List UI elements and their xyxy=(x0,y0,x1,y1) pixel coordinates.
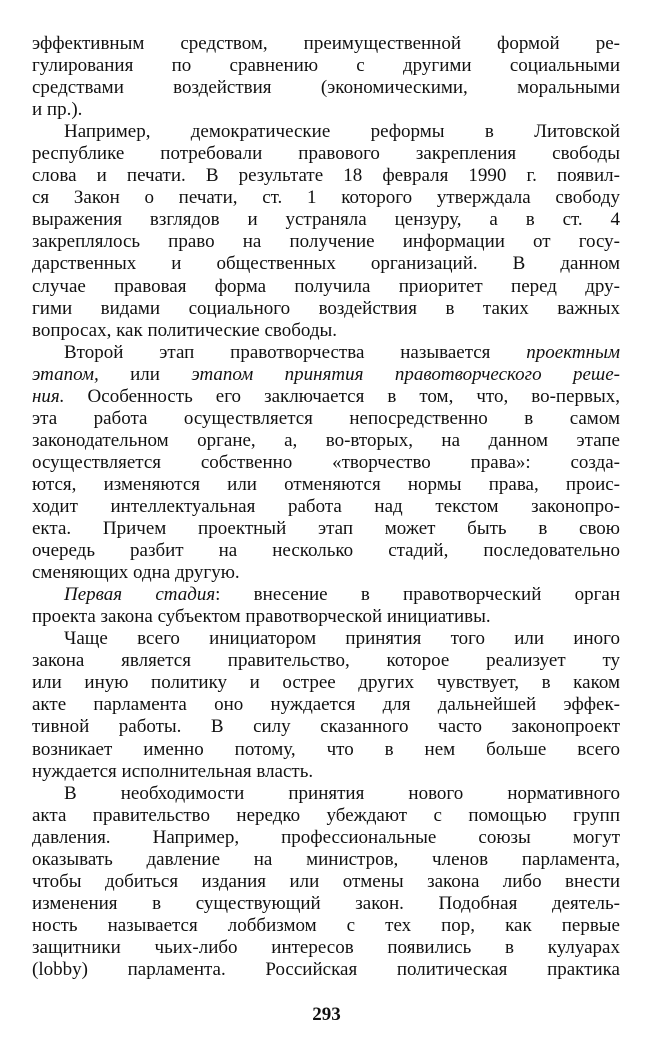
text-line xyxy=(32,276,620,298)
text-line xyxy=(32,452,620,474)
text-run: Особенность его заключается в том, что, во-первых, xyxy=(64,385,620,407)
text-line xyxy=(32,253,620,275)
text-run: закона является правительство, которое реализует ту xyxy=(32,650,620,672)
text-run: выражения взглядов и устраняла цензуру, а в ст. 4 xyxy=(32,209,620,231)
text-line xyxy=(32,761,620,783)
text-run: нуждается исполнительная власть. xyxy=(32,760,314,782)
text-run: Второй этап правотворчества называется xyxy=(64,341,527,363)
text-run: республике потребовали правового закрепления свободы xyxy=(32,143,620,165)
text-line xyxy=(32,143,620,165)
italic-term: Первая стадия xyxy=(64,584,216,606)
text-line xyxy=(32,628,620,650)
text-line xyxy=(32,496,620,518)
text-run: средствами воздействия (экономическими, моральными xyxy=(32,77,620,99)
text-run: оказывать давление на министров, членов парламента, xyxy=(32,848,620,870)
page-number: 293 xyxy=(312,1004,341,1025)
text-run: очередь разбит на несколько стадий, последовательно xyxy=(32,540,620,562)
text-run: ходит интеллектуальная работа над текстом законопро- xyxy=(32,495,620,517)
text-run: ся Закон о печати, ст. 1 которого утверждала свободу xyxy=(32,187,620,209)
text-line xyxy=(32,915,620,937)
text-run: чтобы добиться издания или отмены закона либо внести xyxy=(32,870,620,892)
text-line xyxy=(32,716,620,738)
text-run: дарственных и общественных организаций. В данном xyxy=(32,253,620,275)
text-line xyxy=(32,99,620,121)
text-run: ность называется лоббизмом с тех пор, как первые xyxy=(32,914,620,936)
text-line xyxy=(32,474,620,496)
text-line xyxy=(32,187,620,209)
text-run: вопросах, как политические свободы. xyxy=(32,319,338,341)
text-line xyxy=(32,540,620,562)
text-line xyxy=(32,805,620,827)
text-line xyxy=(32,408,620,430)
text-line xyxy=(32,430,620,452)
text-run: защитники чьих-либо интересов появились в кулуарах xyxy=(32,936,620,958)
text-run: сменяющих одна другую. xyxy=(32,562,240,584)
text-line xyxy=(32,121,620,143)
text-line xyxy=(32,518,620,540)
italic-term: ния. xyxy=(32,385,65,407)
text-run: В необходимости принятия нового нормативного xyxy=(64,782,620,804)
italic-term: проектным xyxy=(526,341,620,363)
text-line xyxy=(32,672,620,694)
text-line xyxy=(32,959,620,981)
text-run: Например, демократические реформы в Литовской xyxy=(64,121,620,143)
text-run: Чаще всего инициатором принятия того или иного xyxy=(64,628,620,650)
text-run: эта работа осуществляется непосредственно в самом xyxy=(32,407,620,429)
text-run: законодательном органе, а, во-вторых, на данном этапе xyxy=(32,429,620,451)
text-line xyxy=(32,231,620,253)
text-line xyxy=(32,342,620,364)
text-run: : внесение в правотворческий орган xyxy=(215,584,620,606)
text-run: и пр.). xyxy=(32,99,83,121)
text-line xyxy=(32,650,620,672)
text-line xyxy=(32,562,620,584)
text-run: (lobby) парламента. Российская политическая практика xyxy=(32,958,620,980)
text-run: случае правовая форма получила приоритет перед дру- xyxy=(32,275,620,297)
text-line xyxy=(32,386,620,408)
text-line xyxy=(32,165,620,187)
text-run: слова и печати. В результате 18 февраля 1990 г. появил- xyxy=(32,165,620,187)
text-run: закреплялось право на получение информации от госу- xyxy=(32,231,620,253)
text-line xyxy=(32,783,620,805)
text-line xyxy=(32,55,620,77)
body-text xyxy=(32,33,620,981)
text-line xyxy=(32,739,620,761)
text-run: екта. Причем проектный этап может быть в свою xyxy=(32,518,620,540)
text-run: осуществляется собственно «творчество права»: созда- xyxy=(32,451,620,473)
text-line xyxy=(32,827,620,849)
text-run: проекта закона субъектом правотворческой инициативы. xyxy=(32,606,491,628)
text-run: акта правительство нередко убеждают с помощью групп xyxy=(32,804,620,826)
text-run: гими видами социального воздействия в таких важных xyxy=(32,297,620,319)
text-run: ются, изменяются или отменяются нормы права, проис- xyxy=(32,473,620,495)
italic-term: этапом, xyxy=(32,363,99,385)
text-run: возникает именно потому, что в нем больше всего xyxy=(32,738,620,760)
text-line xyxy=(32,937,620,959)
italic-term: этапом принятия правотворческого реше- xyxy=(191,363,620,385)
text-line xyxy=(32,606,620,628)
text-line xyxy=(32,584,620,606)
text-line xyxy=(32,364,620,386)
text-run: давления. Например, профессиональные союзы могут xyxy=(32,826,620,848)
text-line xyxy=(32,298,620,320)
text-line xyxy=(32,320,620,342)
text-run: тивной работы. В силу сказанного часто законопроект xyxy=(32,716,620,738)
text-line xyxy=(32,77,620,99)
text-run: изменения в существующий закон. Подобная деятель- xyxy=(32,892,620,914)
text-line xyxy=(32,33,620,55)
text-run: или иную политику и острее других чувствует, в каком xyxy=(32,672,620,694)
text-run: или xyxy=(98,363,192,385)
text-line xyxy=(32,209,620,231)
text-line xyxy=(32,893,620,915)
text-line xyxy=(32,849,620,871)
text-run: гулирования по сравнению с другими социальными xyxy=(32,55,620,77)
text-run: акте парламента оно нуждается для дальнейшей эффек- xyxy=(32,694,620,716)
text-line xyxy=(32,871,620,893)
text-line xyxy=(32,694,620,716)
text-run: эффективным средством, преимущественной формой ре- xyxy=(32,33,620,54)
